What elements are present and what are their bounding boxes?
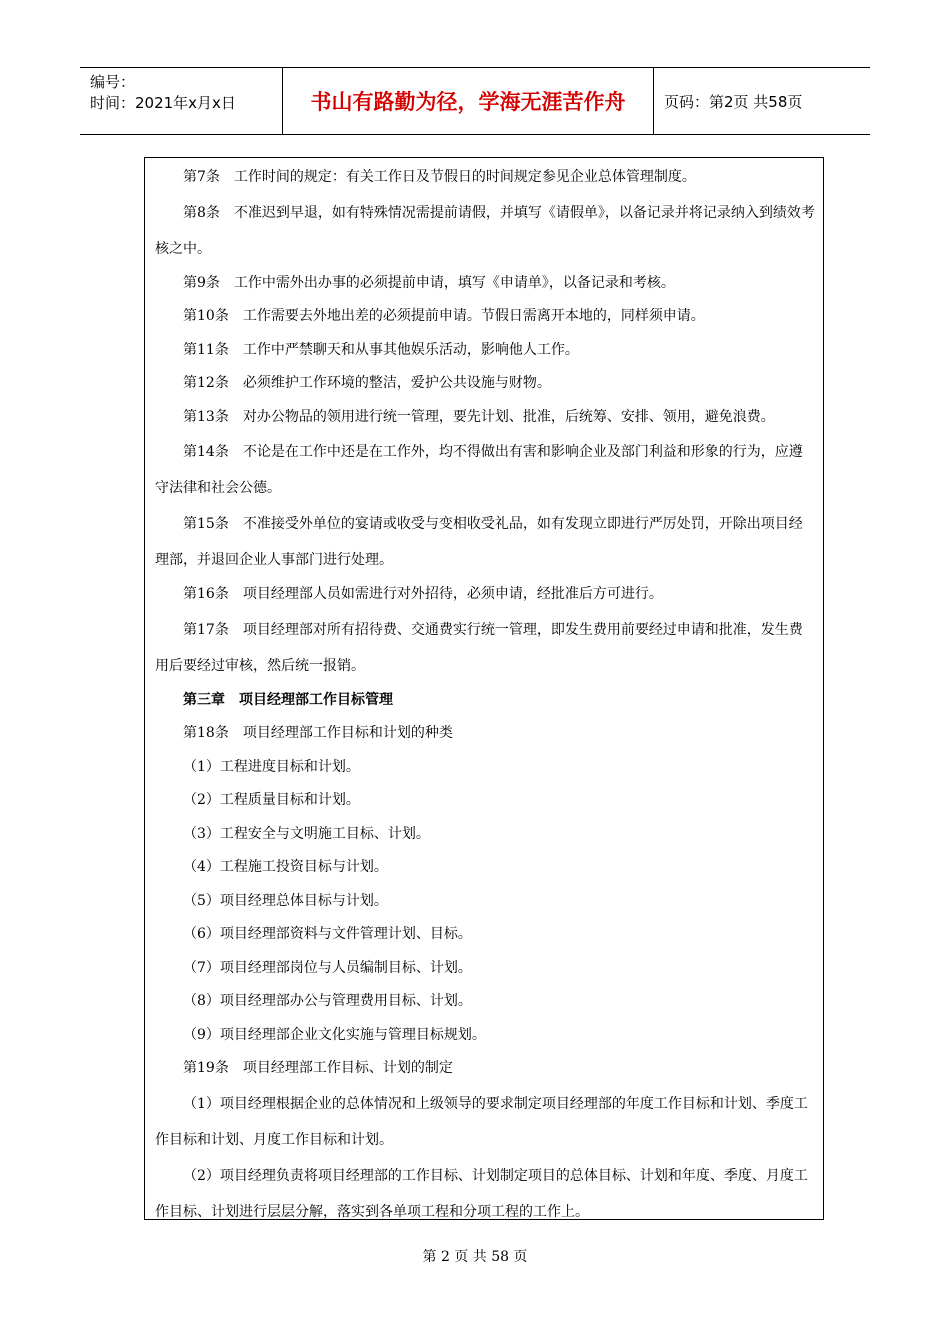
article-14: 第14条 不论是在工作中还是在工作外，均不得做出有害和影响企业及部门利益和形象的行为，应遵守法律和社会公德。 (155, 444, 803, 496)
article-8: 第8条 不准迟到早退，如有特殊情况需提前请假，并填写《请假单》，以备记录并将记录纳入到绩效考核之中。 (155, 204, 815, 257)
header-page-info: 页码：第2页 共58页 (664, 92, 803, 111)
article-7: 第7条 工作时间的规定：有关工作日及节假日的时间规定参见企业总体管理制度。 (183, 169, 696, 185)
number-label: 编号： (90, 73, 136, 91)
header-meta (80, 68, 282, 134)
document-header (80, 67, 870, 135)
article-15: 第15条 不准接受外单位的宴请或收受与变相收受礼品，如有发现立即进行严厉处罚，开除出项目经理部，并退回企业人事部门进行处理。 (155, 516, 803, 568)
content-box (144, 157, 824, 1220)
list-item: （1）工程进度目标和计划。 (183, 758, 360, 775)
list-item: （2）项目经理负责将项目经理部的工作目标、计划制定项目的总体目标、计划和年度、季度、月度工作目标、计划进行层层分解，落实到各单项工程和分项工程的工作上。 (155, 1167, 808, 1220)
article-11: 第11条 工作中严禁聊天和从事其他娱乐活动，影响他人工作。 (183, 341, 579, 358)
article-19: 第19条 项目经理部工作目标、计划的制定 (183, 1060, 453, 1076)
chapter-3-heading: 第三章 项目经理部工作目标管理 (183, 691, 393, 708)
list-item: （4）工程施工投资目标与计划。 (183, 859, 388, 875)
date-line: 时间：2021年x月x日 (90, 94, 236, 112)
list-item: （1）项目经理根据企业的总体情况和上级领导的要求制定项目经理部的年度工作目标和计划、季度工作目标和计划、月度工作目标和计划。 (155, 1095, 808, 1148)
list-item: （5）项目经理总体目标与计划。 (183, 892, 388, 909)
article-9: 第9条 工作中需外出办事的必须提前申请，填写《申请单》，以备记录和考核。 (183, 274, 675, 291)
article-16: 第16条 项目经理部人员如需进行对外招待，必须申请，经批准后方可进行。 (183, 586, 663, 602)
article-18: 第18条 项目经理部工作目标和计划的种类 (183, 725, 453, 741)
article-12: 第12条 必须维护工作环境的整洁，爱护公共设施与财物。 (183, 375, 551, 391)
header-motto: 书山有路勤为径，学海无涯苦作舟 (282, 68, 654, 134)
article-13: 第13条 对办公物品的领用进行统一管理，要先计划、批准，后统筹、安排、领用，避免浪费。 (183, 408, 775, 425)
list-item: （6）项目经理部资料与文件管理计划、目标。 (183, 926, 472, 942)
article-10: 第10条 工作需要去外地出差的必须提前申请。节假日需离开本地的，同样须申请。 (183, 308, 705, 324)
page-footer: 第 2 页 共 58 页 (422, 1249, 528, 1265)
list-item: （7）项目经理部岗位与人员编制目标、计划。 (183, 959, 472, 976)
list-item: （8）项目经理部办公与管理费用目标、计划。 (183, 993, 472, 1009)
list-item: （9）项目经理部企业文化实施与管理目标规划。 (183, 1026, 486, 1043)
list-item: （3）工程安全与文明施工目标、计划。 (183, 825, 430, 842)
article-17: 第17条 项目经理部对所有招待费、交通费实行统一管理，即发生费用前要经过申请和批准，发生费用后要经过审核，然后统一报销。 (155, 621, 803, 674)
list-item: （2）工程质量目标和计划。 (183, 792, 360, 808)
